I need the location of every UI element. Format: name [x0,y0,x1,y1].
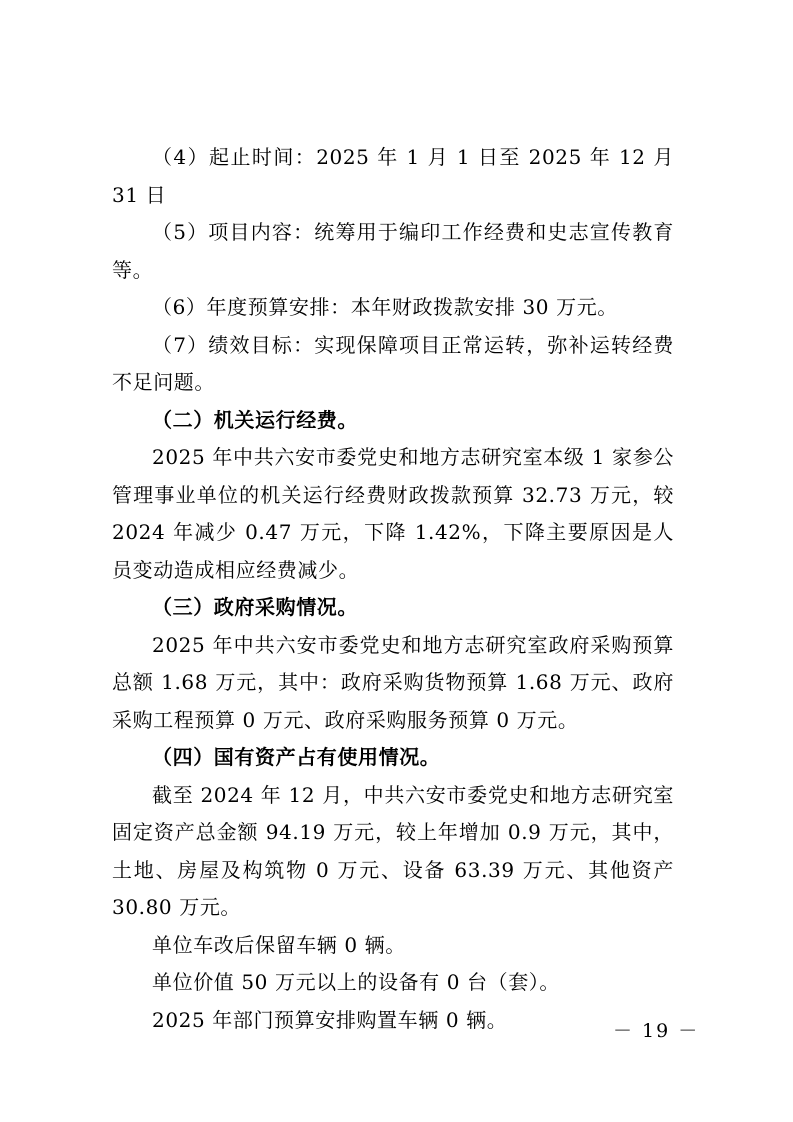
paragraph-content: （5）项目内容：统筹用于编印工作经费和史志宣传教育等。 [112,220,674,282]
paragraph-operating-costs: 2025 年中共六安市委党史和地方志研究室本级 1 家参公管理事业单位的机关运行经费财政拨款预算 32.73 万元，较 2024 年减少 0.47 万元，下降 1.42%，下降主要原因是人员变动造成相应经费减少。 [112,445,674,582]
paragraph-budget: （6）年度预算安排：本年财政拨款安排 30 万元。 [152,295,618,319]
paragraph-duration: （4）起止时间：2025 年 1 月 1 日至 2025 年 12 月 31 日 [112,145,674,207]
paragraph-state-assets: 截至 2024 年 12 月，中共六安市委党史和地方志研究室固定资产总金额 94.19 万元，较上年增加 0.9 万元，其中，土地、房屋及构筑物 0 万元、设备 63.39 万元、其他资产 30.80 万元。 [112,782,674,919]
paragraph-vehicles-retained: 单位车改后保留车辆 0 辆。 [152,932,406,957]
paragraph-procurement: 2025 年中共六安市委党史和地方志研究室政府采购预算总额 1.68 万元，其中：政府采购货物预算 1.68 万元、政府采购工程预算 0 万元、政府采购服务预算 0 万元。 [112,632,674,732]
section-heading-operating-costs: （二）机关运行经费。 [152,407,358,432]
section-heading-procurement: （三）政府采购情况。 [152,595,358,619]
page-number: － 19 － [613,1020,700,1042]
paragraph-vehicle-purchase: 2025 年部门预算安排购置车辆 0 辆。 [152,1007,508,1032]
body-text [112,139,674,1039]
paragraph-equipment: 单位价值 50 万元以上的设备有 0 台（套）。 [152,970,561,994]
section-heading-state-assets: （四）国有资产占有使用情况。 [152,745,441,769]
paragraph-goal: （7）绩效目标：实现保障项目正常运转，弥补运转经费不足问题。 [112,332,674,394]
